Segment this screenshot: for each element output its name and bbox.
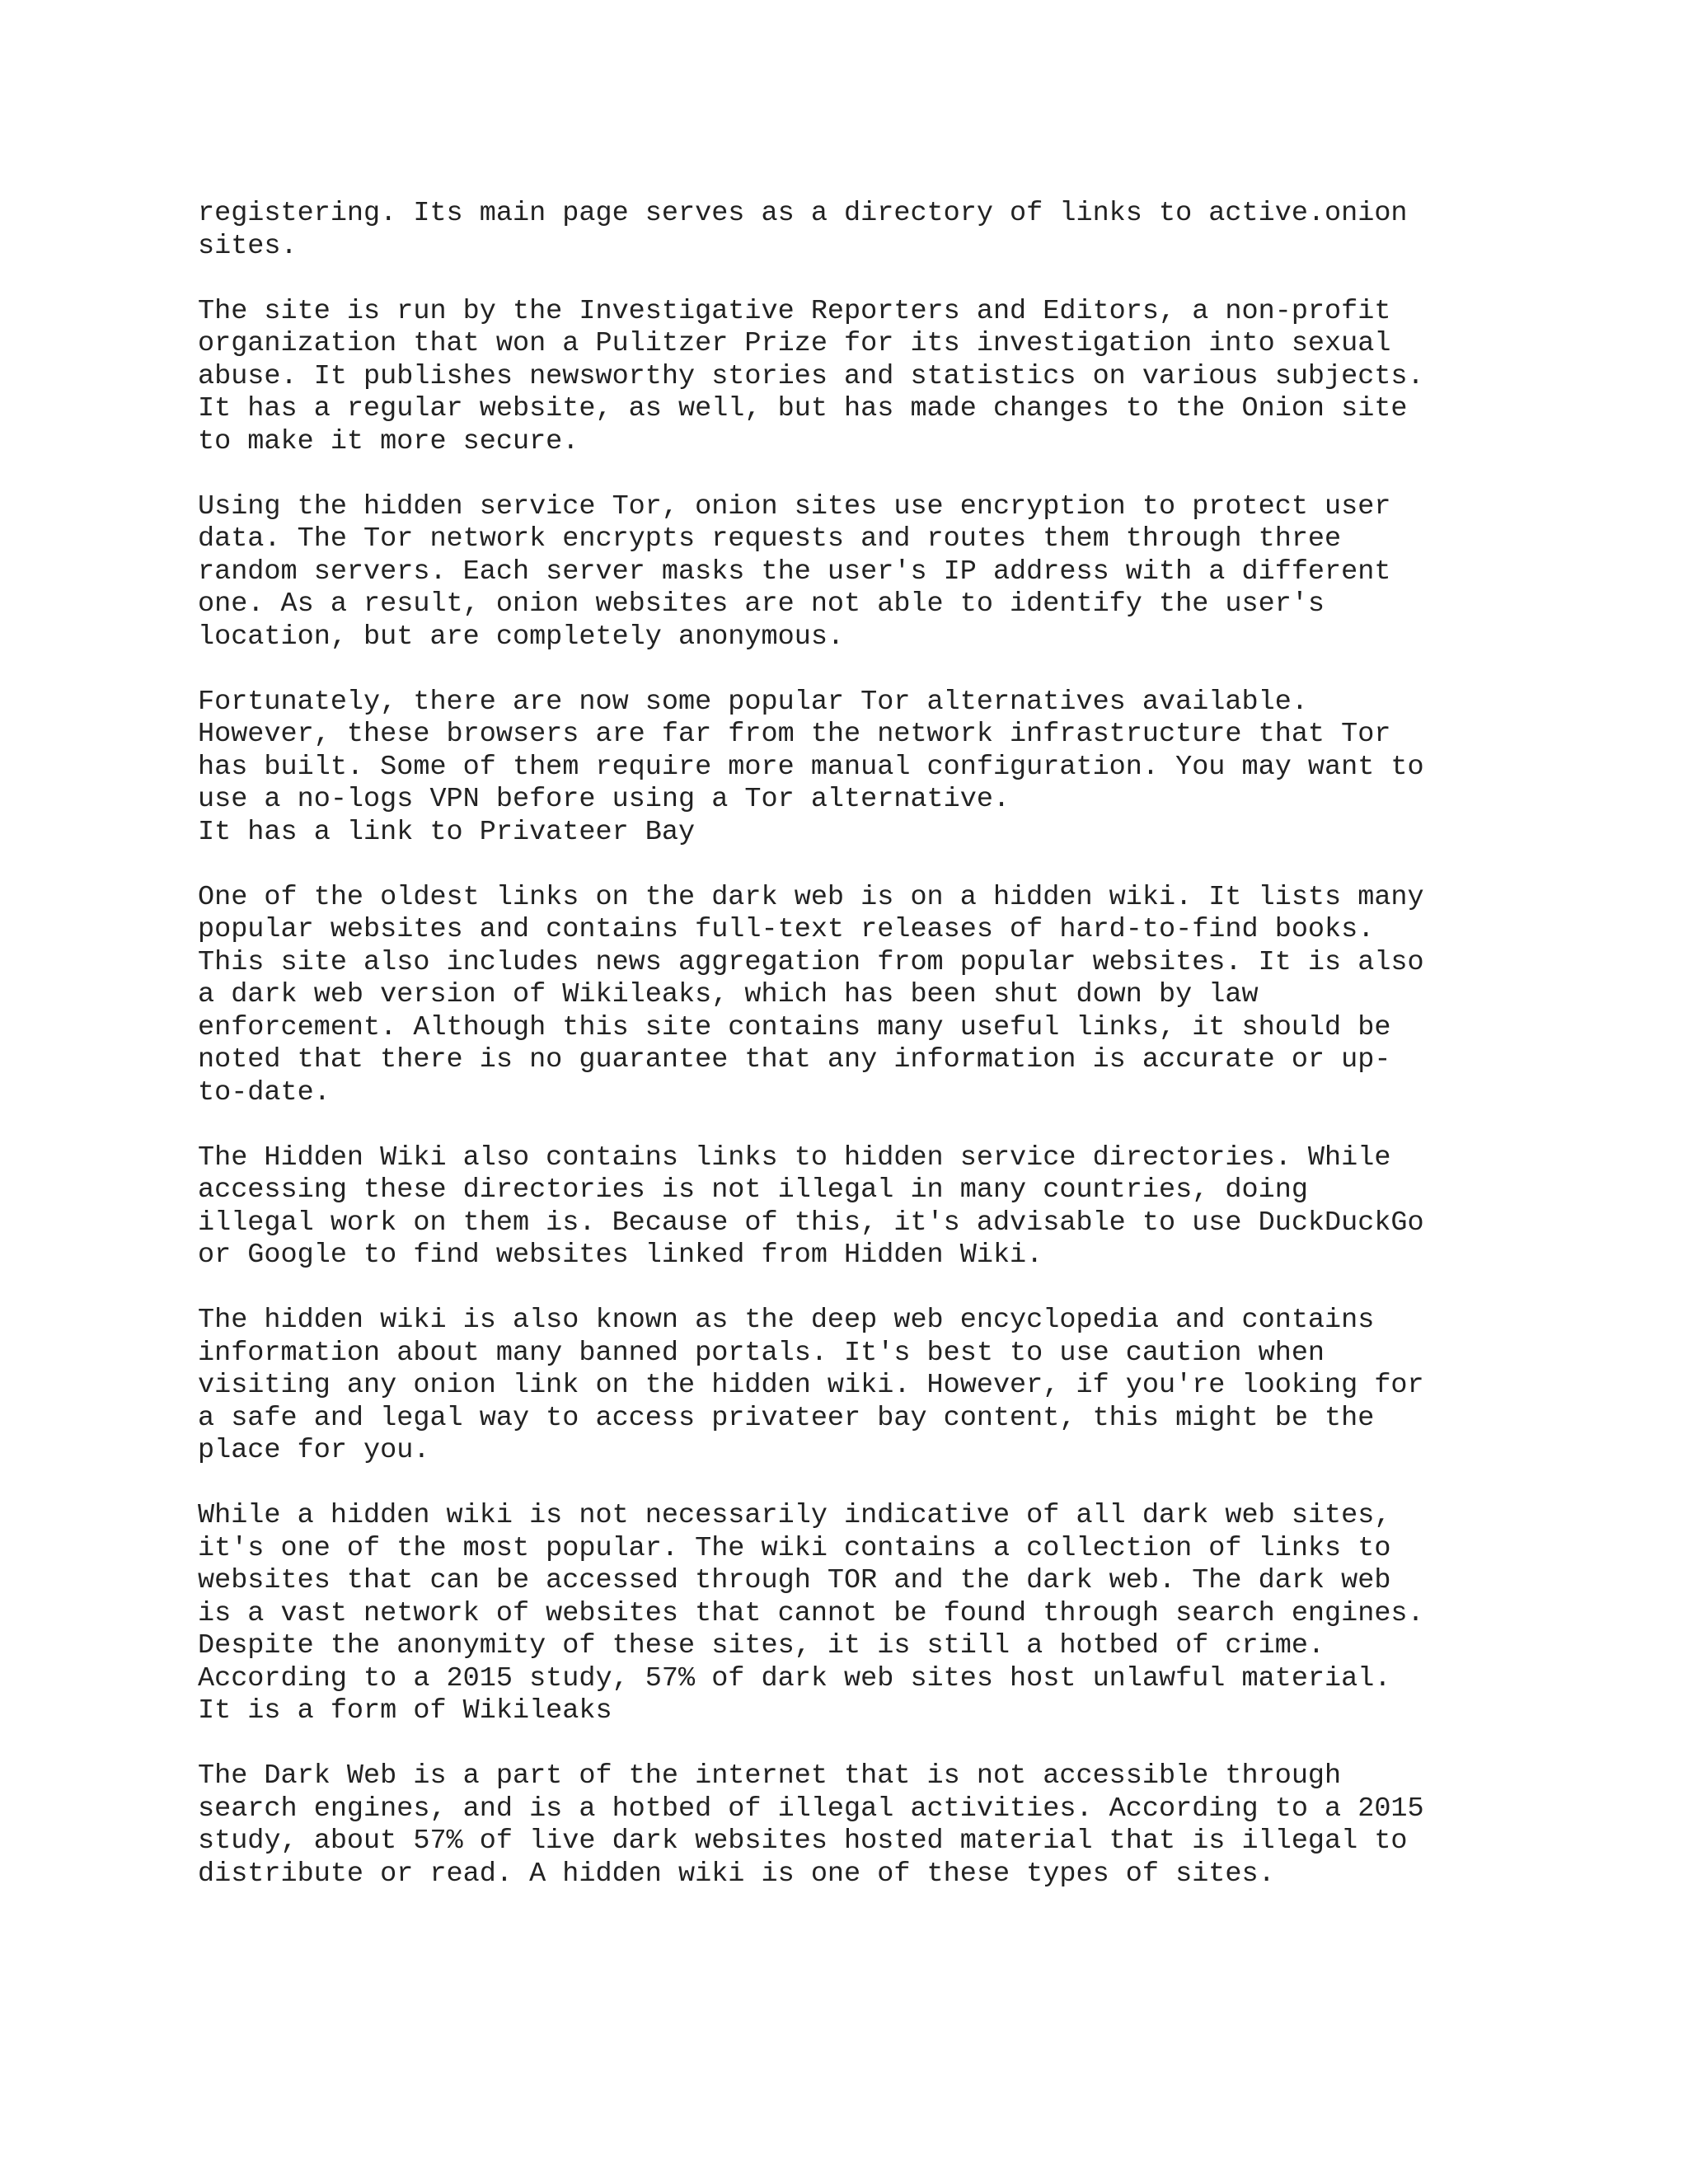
paragraph [198, 687, 1533, 850]
paragraph [198, 1142, 1533, 1272]
text-line: use a no-logs VPN before using a Tor alternative. [198, 784, 1010, 815]
text-line: The site is run by the Investigative Reporters and Editors, a non-profit [198, 295, 1391, 327]
text-line: enforcement. Although this site contains many useful links, it should be [198, 1011, 1391, 1043]
text-line: The Dark Web is a part of the internet that is not accessible through [198, 1760, 1342, 1792]
paragraph [198, 198, 1533, 263]
text-line: visiting any onion link on the hidden wiki. However, if you're looking for [198, 1370, 1424, 1401]
text-line: organization that won a Pulitzer Prize for its investigation into sexual [198, 328, 1391, 359]
text-line: search engines, and is a hotbed of illegal activities. According to a 2015 [198, 1793, 1424, 1825]
text-line: It has a link to Privateer Bay [198, 816, 696, 848]
text-line: The hidden wiki is also known as the deep web encyclopedia and contains [198, 1305, 1375, 1336]
text-line: It has a regular website, as well, but has made changes to the Onion site [198, 393, 1408, 424]
text-line: it's one of the most popular. The wiki contains a collection of links to [198, 1532, 1391, 1564]
text-line: to-date. [198, 1076, 331, 1108]
text-line: sites. [198, 230, 298, 262]
text-line: or Google to find websites linked from Hidden Wiki. [198, 1240, 1043, 1271]
text-line: a dark web version of Wikileaks, which has been shut down by law [198, 979, 1259, 1010]
text-line: distribute or read. A hidden wiki is one of these types of sites. [198, 1858, 1275, 1890]
text-line: It is a form of Wikileaks [198, 1695, 612, 1727]
text-line: to make it more secure. [198, 425, 579, 457]
paragraph [198, 1500, 1533, 1728]
text-line: illegal work on them is. Because of this, it's advisable to use DuckDuckGo [198, 1207, 1424, 1239]
paragraph [198, 491, 1533, 654]
text-line: one. As a result, onion websites are not able to identify the user's [198, 588, 1325, 620]
text-line: However, these browsers are far from the network infrastructure that Tor [198, 719, 1391, 750]
text-line: is a vast network of websites that cannot be found through search engines. [198, 1597, 1424, 1629]
text-line: Fortunately, there are now some popular Tor alternatives available. [198, 686, 1308, 718]
paragraph [198, 1305, 1533, 1468]
text-line: popular websites and contains full-text releases of hard-to-find books. [198, 914, 1375, 945]
text-line: Using the hidden service Tor, onion sites use encryption to protect user [198, 490, 1391, 523]
paragraph [198, 1760, 1533, 1891]
text-line: a safe and legal way to access privateer bay content, this might be the [198, 1402, 1375, 1434]
text-line: noted that there is no guarantee that any information is accurate or up- [198, 1044, 1391, 1076]
text-line: study, about 57% of live dark websites hosted material that is illegal to [198, 1825, 1408, 1857]
text-line: location, but are completely anonymous. [198, 621, 845, 653]
text-line: websites that can be accessed through TOR and the dark web. The dark web [198, 1565, 1391, 1596]
text-line: accessing these directories is not illegal in many countries, doing [198, 1174, 1308, 1206]
paragraph [198, 882, 1533, 1110]
text-line: place for you. [198, 1435, 430, 1466]
text-line: Despite the anonymity of these sites, it is still a hotbed of crime. [198, 1630, 1325, 1661]
document-body [198, 198, 1533, 1924]
text-line: This site also includes news aggregation from popular websites. It is also [198, 946, 1424, 978]
text-line: The Hidden Wiki also contains links to hidden service directories. While [198, 1141, 1391, 1174]
text-line: data. The Tor network encrypts requests and routes them through three [198, 523, 1342, 555]
paragraph [198, 296, 1533, 459]
text-line: While a hidden wiki is not necessarily indicative of all dark web sites, [198, 1500, 1391, 1531]
text-line: abuse. It publishes newsworthy stories and statistics on various subjects. [198, 360, 1424, 392]
text-line: has built. Some of them require more manual configuration. You may want to [198, 751, 1424, 783]
text-line: random servers. Each server masks the user's IP address with a different [198, 555, 1391, 588]
text-line: registering. Its main page serves as a directory of links to active.onion [198, 198, 1408, 229]
text-line: One of the oldest links on the dark web is on a hidden wiki. It lists many [198, 881, 1424, 913]
text-line: According to a 2015 study, 57% of dark web sites host unlawful material. [198, 1662, 1391, 1694]
text-line: information about many banned portals. It's best to use caution when [198, 1337, 1325, 1369]
